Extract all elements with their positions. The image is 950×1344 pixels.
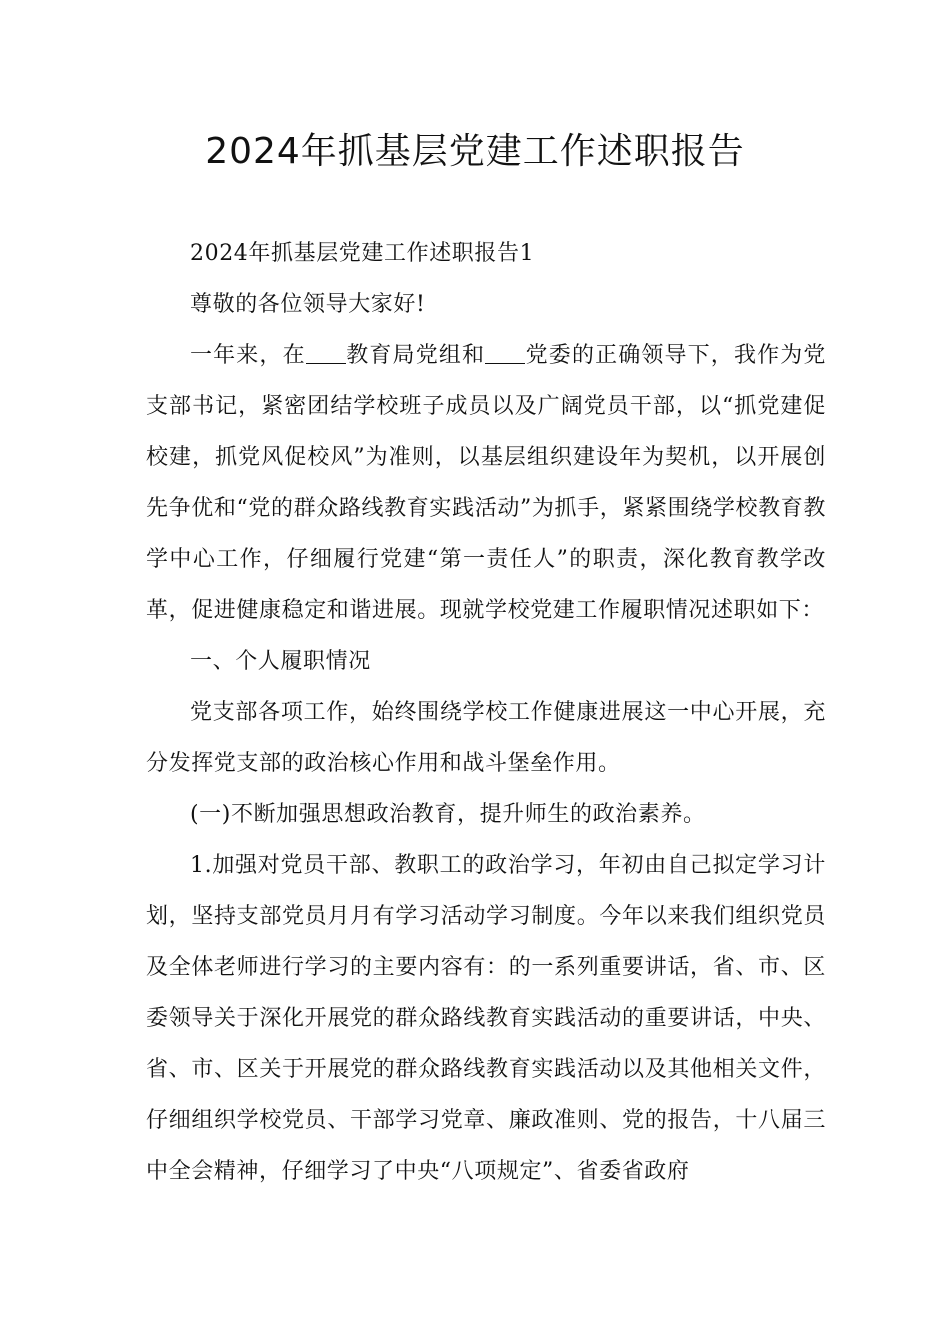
greeting: 尊敬的各位领导大家好! xyxy=(190,292,426,317)
subsection-heading: (一)不断加强思想政治教育，提升师生的政治素养。 xyxy=(190,802,706,827)
paragraph-intro-part-c: 党委的正确领导下，我作为党支部书记，紧密团结学校班子成员以及广阔党员干部，以“抓党建促校建，抓党风促校风”为准则，以基层组织建设年为契机，以开展创先争优和“党的群众路线教育实践活动”为抓手，紧紧围绕学校教育教学中心工作，仔细履行党建“第一责任人”的职责，深化教育教学改革，促进健康稳定和谐进展。现就学校党建工作履职情况述职如下： xyxy=(146,343,826,623)
paragraph-intro-part-b: 教育局党组和 xyxy=(345,343,486,368)
paragraph-intro xyxy=(146,330,826,636)
blank-underline xyxy=(306,341,346,364)
report-subtitle: 2024年抓基层党建工作述职报告1 xyxy=(190,241,535,266)
section-heading: 一、个人履职情况 xyxy=(190,649,371,674)
paragraph-duty: 党支部各项工作，始终围绕学校工作健康进展这一中心开展，充分发挥党支部的政治核心作用和战斗堡垒作用。 xyxy=(146,700,826,776)
blank-underline xyxy=(485,341,525,364)
paragraph-study: 1.加强对党员干部、教职工的政治学习，年初由自己拟定学习计划，坚持支部党员月月有学习活动学习制度。今年以来我们组织党员及全体老师进行学习的主要内容有：的一系列重要讲话，省、市、区委领导关于深化开展党的群众路线教育实践活动的重要讲话，中央、省、市、区关于开展党的群众路线教育实践活动以及其他相关文件，仔细组织学校党员、干部学习党章、廉政准则、党的报告，十八届三中全会精神，仔细学习了中央“八项规定”、省委省政府 xyxy=(146,853,826,1184)
document-title: 2024年抓基层党建工作述职报告 xyxy=(205,131,745,172)
document-body xyxy=(146,228,826,1197)
paragraph-intro-part-a: 一年来，在 xyxy=(190,343,306,368)
